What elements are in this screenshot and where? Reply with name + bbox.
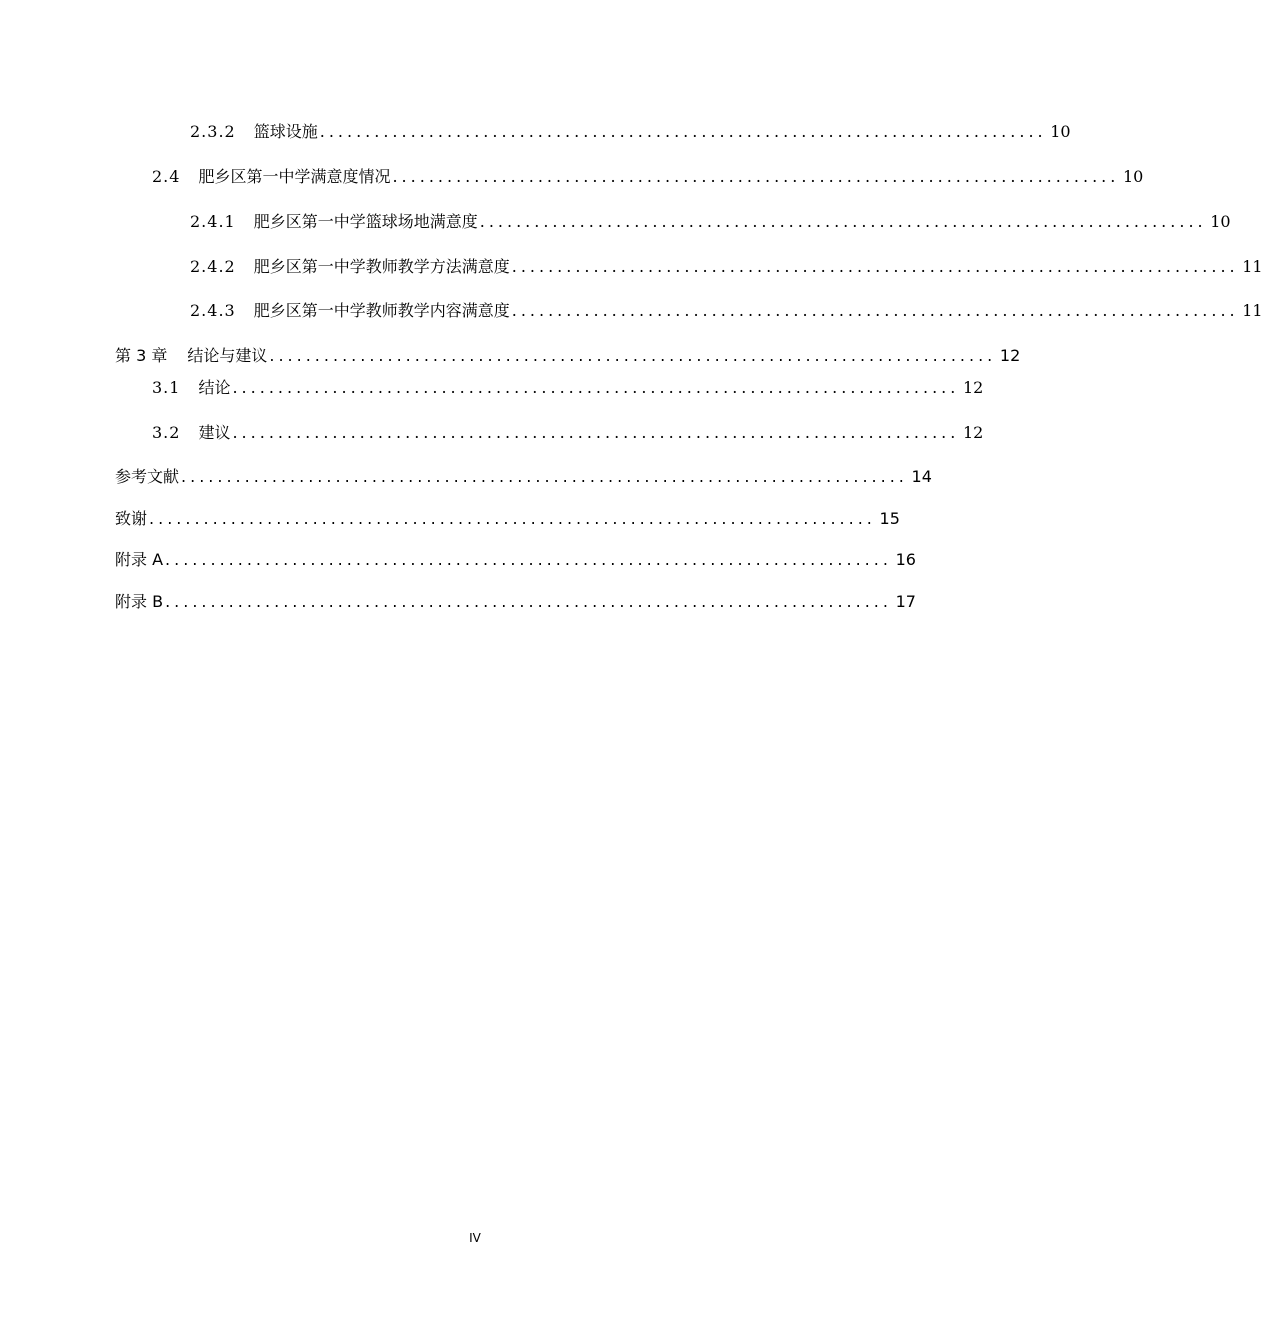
toc-entry-references[interactable] bbox=[115, 466, 932, 488]
toc-entry[interactable] bbox=[190, 256, 1263, 278]
toc-entry-title: 肥乡区第一中学教师教学内容满意度 bbox=[253, 301, 510, 320]
toc-entry-title: 参考文献 bbox=[115, 467, 180, 486]
toc-entry-page: 16 bbox=[895, 550, 916, 569]
toc-entry-number: 2.4.3 bbox=[190, 301, 236, 320]
toc-leader-dots: ................................................................................ bbox=[511, 301, 1239, 320]
toc-entry[interactable] bbox=[190, 300, 1263, 322]
toc-leader-dots: ................................................................................ bbox=[232, 423, 960, 442]
toc-entry-title: 建议 bbox=[198, 423, 231, 442]
toc-leader-dots: ................................................................................ bbox=[232, 378, 960, 397]
toc-leader-dots: ................................................................................ bbox=[511, 257, 1239, 276]
toc-entry-title: 致谢 bbox=[115, 509, 148, 528]
toc-entry-title: 结论与建议 bbox=[187, 346, 268, 365]
toc-leader-dots: ................................................................................ bbox=[392, 167, 1120, 186]
toc-entry-page: 11 bbox=[1242, 257, 1263, 276]
toc-entry-page: 15 bbox=[879, 509, 900, 528]
toc-entry-appendix-b[interactable] bbox=[115, 591, 916, 613]
toc-entry-page: 12 bbox=[962, 378, 984, 397]
toc-leader-dots: ................................................................................ bbox=[269, 346, 997, 365]
toc-entry-page: 12 bbox=[962, 423, 984, 442]
toc-entry-acknowledgements[interactable] bbox=[115, 508, 900, 530]
toc-leader-dots: ................................................................................ bbox=[181, 467, 908, 486]
toc-entry-page: 10 bbox=[1050, 122, 1071, 141]
toc-entry-page: 12 bbox=[999, 346, 1021, 365]
toc-entry-title: 肥乡区第一中学满意度情况 bbox=[198, 167, 391, 186]
toc-entry-number: 2.4.2 bbox=[190, 257, 236, 276]
toc-entry-number: 3.1 bbox=[152, 378, 181, 397]
toc-leader-dots: ................................................................................ bbox=[165, 550, 892, 569]
toc-entry-number: 3.2 bbox=[152, 423, 181, 442]
toc-entry[interactable] bbox=[152, 422, 984, 444]
toc-entry-number: 2.4.1 bbox=[190, 212, 236, 231]
toc-entry-title: 肥乡区第一中学教师教学方法满意度 bbox=[253, 257, 510, 276]
toc-entry[interactable] bbox=[190, 121, 1071, 143]
toc-entry-chapter[interactable] bbox=[115, 345, 1021, 367]
toc-entry-page: 17 bbox=[895, 592, 916, 611]
toc-leader-dots: ................................................................................ bbox=[165, 592, 892, 611]
toc-entry-appendix-a[interactable] bbox=[115, 549, 916, 571]
toc-entry-number: 第 3 章 bbox=[115, 346, 168, 365]
toc-entry-number: 2.4 bbox=[152, 167, 181, 186]
toc-entry-title: 肥乡区第一中学篮球场地满意度 bbox=[253, 212, 478, 231]
page-number-footer: IV bbox=[469, 1231, 481, 1245]
toc-leader-dots: ................................................................................ bbox=[479, 212, 1207, 231]
toc-entry-title: 附录 A bbox=[115, 550, 164, 569]
toc-entry[interactable] bbox=[152, 377, 984, 399]
toc-entry-page: 10 bbox=[1122, 167, 1144, 186]
toc-entry-page: 10 bbox=[1210, 212, 1231, 231]
toc-entry-title: 篮球设施 bbox=[253, 122, 318, 141]
toc-entry[interactable] bbox=[190, 211, 1231, 233]
toc-entry-page: 11 bbox=[1242, 301, 1263, 320]
toc-entry[interactable] bbox=[152, 166, 1144, 188]
toc-entry-title: 结论 bbox=[198, 378, 231, 397]
toc-leader-dots: ................................................................................ bbox=[149, 509, 876, 528]
toc-entry-number: 2.3.2 bbox=[190, 122, 236, 141]
toc-leader-dots: ................................................................................ bbox=[319, 122, 1047, 141]
toc-entry-page: 14 bbox=[911, 467, 932, 486]
toc-entry-title: 附录 B bbox=[115, 592, 164, 611]
